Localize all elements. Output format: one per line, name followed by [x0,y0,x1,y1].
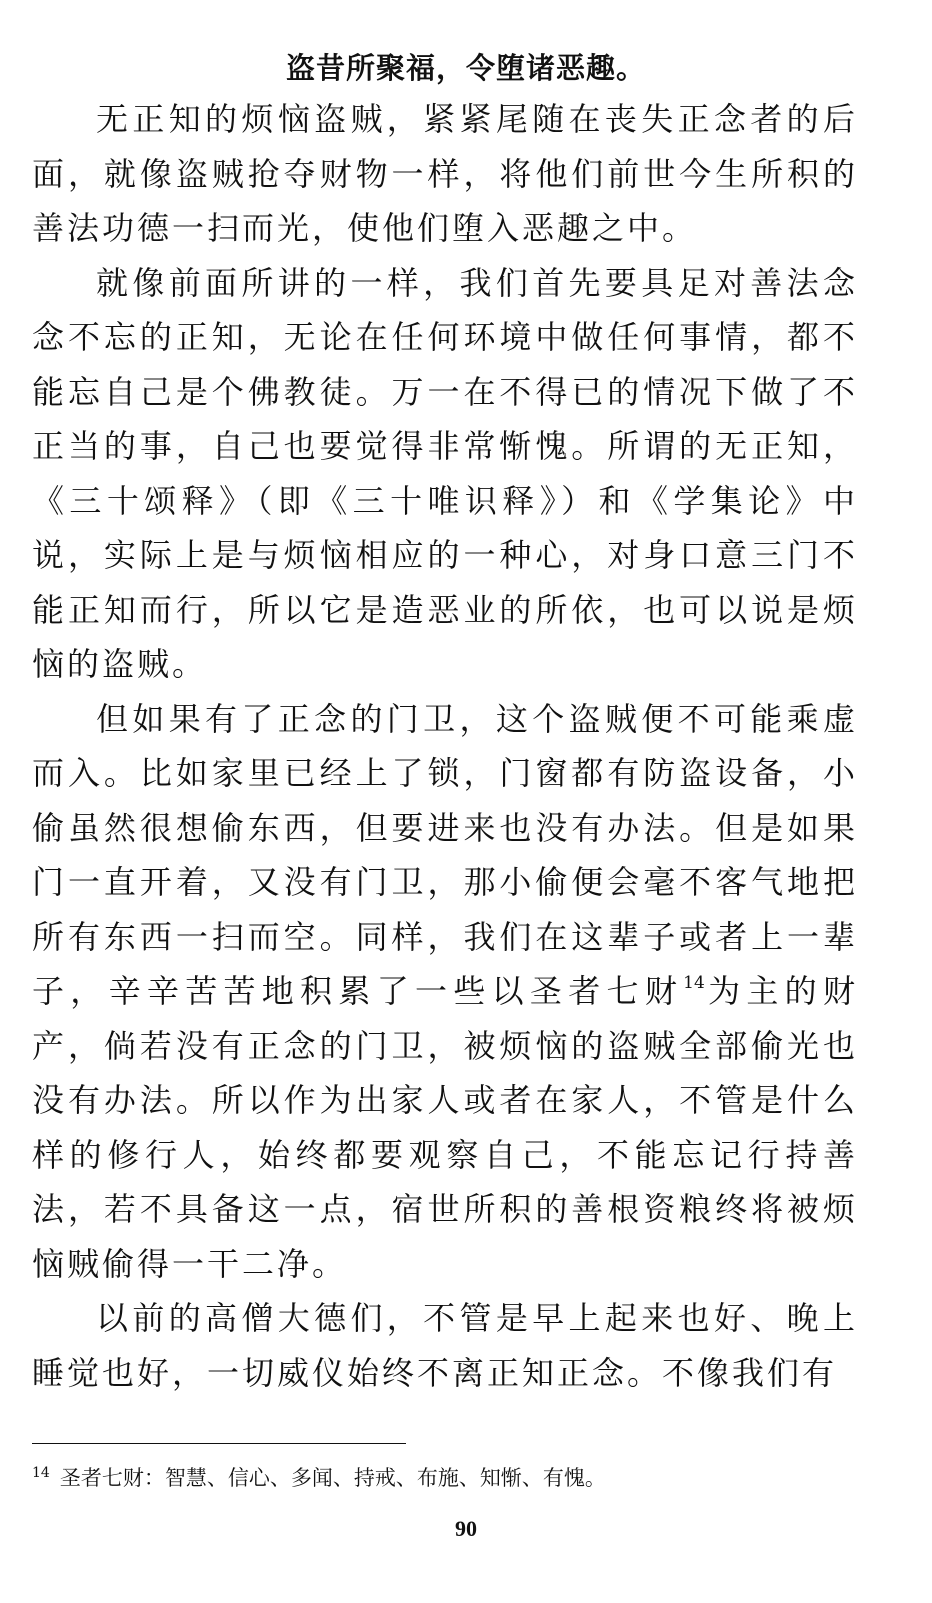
page-number: 90 [455,1516,477,1541]
paragraph-3-text-after-ref: 为主的财产，倘若没有正念的门卫，被烦恼的盗贼全部偷光也没有办法。所以作为出家人或者在家人，不管是什么样的修行人，始终都要观察自己，不能忘记行持善法，若不具备这一点，宿世所积的善根资粮终将被烦恼贼偷得一干二净。 [32,972,858,1283]
paragraph-2: 就像前面所讲的一样，我们首先要具足对善法念念不忘的正知，无论在任何环境中做任何事情，都不能忘自己是个佛教徒。万一在不得已的情况下做了不正当的事，自己也要觉得非常惭愧。所谓的无正知，《三十颂释》（即《三十唯识释》）和《学集论》中说，实际上是与烦恼相应的一种心，对身口意三门不能正知而行，所以它是造恶业的所依，也可以说是烦恼的盗贼。 [32,263,858,683]
footnote-reference[interactable]: 14 [683,973,705,993]
paragraph-3 [32,692,858,1292]
footnote [32,1458,892,1493]
verse-line: 盗昔所聚福，令堕诸恶趣。 [285,51,646,85]
footnote-number: 14 [32,1465,50,1481]
paragraph-3-text-before-ref: 但如果有了正念的门卫，这个盗贼便不可能乘虚而入。比如家里已经上了锁，门窗都有防盗设备，小偷虽然很想偷东西，但要进来也没有办法。但是如果门一直开着，又没有门卫，那小偷便会毫不客气地把所有东西一扫而空。同样，我们在这辈子或者上一辈子，辛辛苦苦地积累了一些以圣者七财 [32,699,858,1010]
paragraph-1: 无正知的烦恼盗贼，紧紧尾随在丧失正念者的后面，就像盗贼抢夺财物一样，将他们前世今生所积的善法功德一扫而光，使他们堕入恶趣之中。 [32,100,858,247]
paragraph-4: 以前的高僧大德们，不管是早上起来也好、晚上睡觉也好，一切威仪始终不离正知正念。不像我们有 [32,1299,858,1392]
footnote-text: 圣者七财：智慧、信心、多闻、持戒、布施、知惭、有愧。 [59,1466,606,1490]
footnote-divider [32,1443,406,1444]
body-text [32,92,858,1400]
